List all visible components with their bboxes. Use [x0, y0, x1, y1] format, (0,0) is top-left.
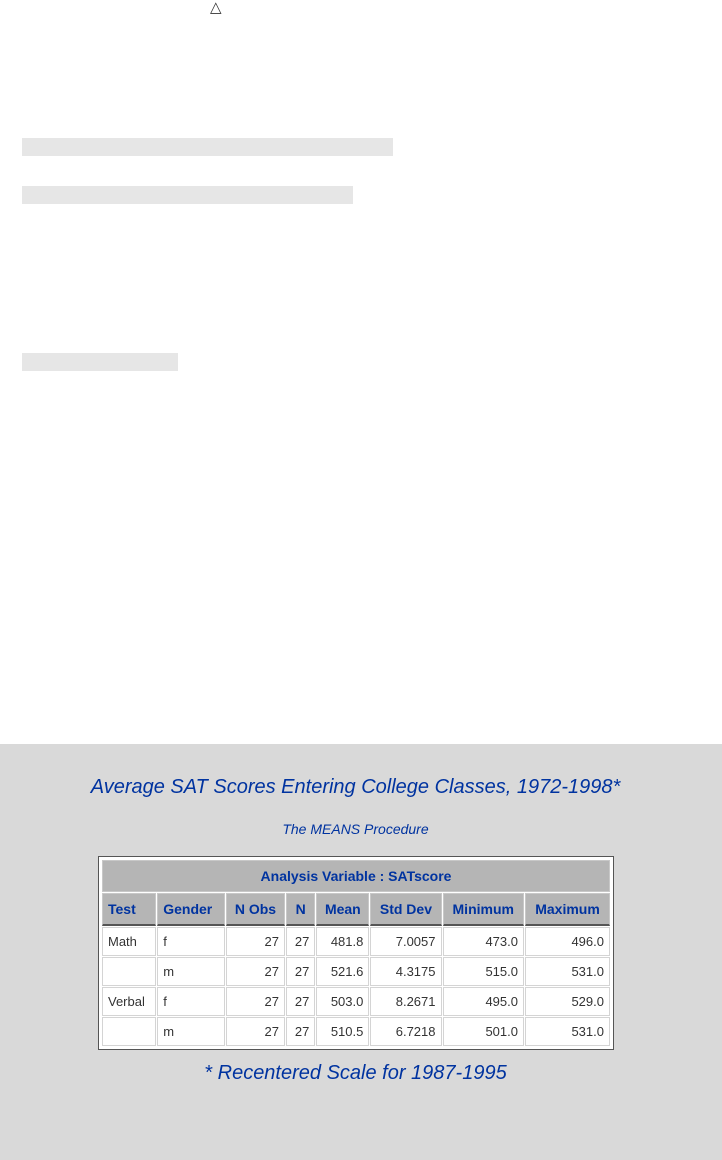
triangle-icon: △ — [210, 0, 222, 16]
gray-placeholder-bar — [22, 353, 178, 371]
footnote: * Recentered Scale for 1987-1995 — [204, 1062, 507, 1084]
cell-n: 27 — [286, 987, 315, 1016]
column-header-std-dev: Std Dev — [370, 893, 441, 926]
report-title: Average SAT Scores Entering College Classes, 1972-1998* — [90, 776, 621, 798]
means-table-container — [98, 856, 614, 1050]
cell-maximum: 529.0 — [525, 987, 610, 1016]
cell-mean: 510.5 — [316, 1017, 369, 1046]
spanning-header: Analysis Variable : SATscore — [102, 860, 610, 892]
means-table — [101, 859, 611, 1047]
column-header-n: N — [286, 893, 315, 926]
cell-test: Verbal — [102, 987, 156, 1016]
cell-maximum: 496.0 — [525, 927, 610, 956]
column-header-gender: Gender — [157, 893, 225, 926]
table-row — [102, 957, 610, 986]
column-header-test: Test — [102, 893, 156, 926]
cell-std-dev: 6.7218 — [370, 1017, 441, 1046]
cell-minimum: 501.0 — [443, 1017, 524, 1046]
table-row — [102, 987, 610, 1016]
cell-n-obs: 27 — [226, 1017, 285, 1046]
cell-n-obs: 27 — [226, 927, 285, 956]
cell-n: 27 — [286, 927, 315, 956]
gray-placeholder-bar — [22, 186, 353, 204]
cell-minimum: 473.0 — [443, 927, 524, 956]
cell-maximum: 531.0 — [525, 957, 610, 986]
cell-gender: f — [157, 987, 225, 1016]
cell-gender: f — [157, 927, 225, 956]
sas-output-panel — [0, 744, 722, 1160]
column-header-maximum: Maximum — [525, 893, 610, 926]
table-row — [102, 927, 610, 956]
cell-test: Math — [102, 927, 156, 956]
table-row — [102, 1017, 610, 1046]
cell-gender: m — [157, 1017, 225, 1046]
cell-n-obs: 27 — [226, 987, 285, 1016]
cell-mean: 503.0 — [316, 987, 369, 1016]
cell-n-obs: 27 — [226, 957, 285, 986]
cell-maximum: 531.0 — [525, 1017, 610, 1046]
cell-mean: 481.8 — [316, 927, 369, 956]
cell-gender: m — [157, 957, 225, 986]
column-header-minimum: Minimum — [443, 893, 524, 926]
cell-n: 27 — [286, 1017, 315, 1046]
gray-placeholder-bar — [22, 138, 393, 156]
cell-std-dev: 8.2671 — [370, 987, 441, 1016]
cell-mean: 521.6 — [316, 957, 369, 986]
cell-test — [102, 957, 156, 986]
cell-std-dev: 7.0057 — [370, 927, 441, 956]
cell-minimum: 495.0 — [443, 987, 524, 1016]
cell-n: 27 — [286, 957, 315, 986]
procedure-title: The MEANS Procedure — [282, 821, 429, 837]
cell-minimum: 515.0 — [443, 957, 524, 986]
cell-test — [102, 1017, 156, 1046]
cell-std-dev: 4.3175 — [370, 957, 441, 986]
column-header-n-obs: N Obs — [226, 893, 285, 926]
column-header-mean: Mean — [316, 893, 369, 926]
